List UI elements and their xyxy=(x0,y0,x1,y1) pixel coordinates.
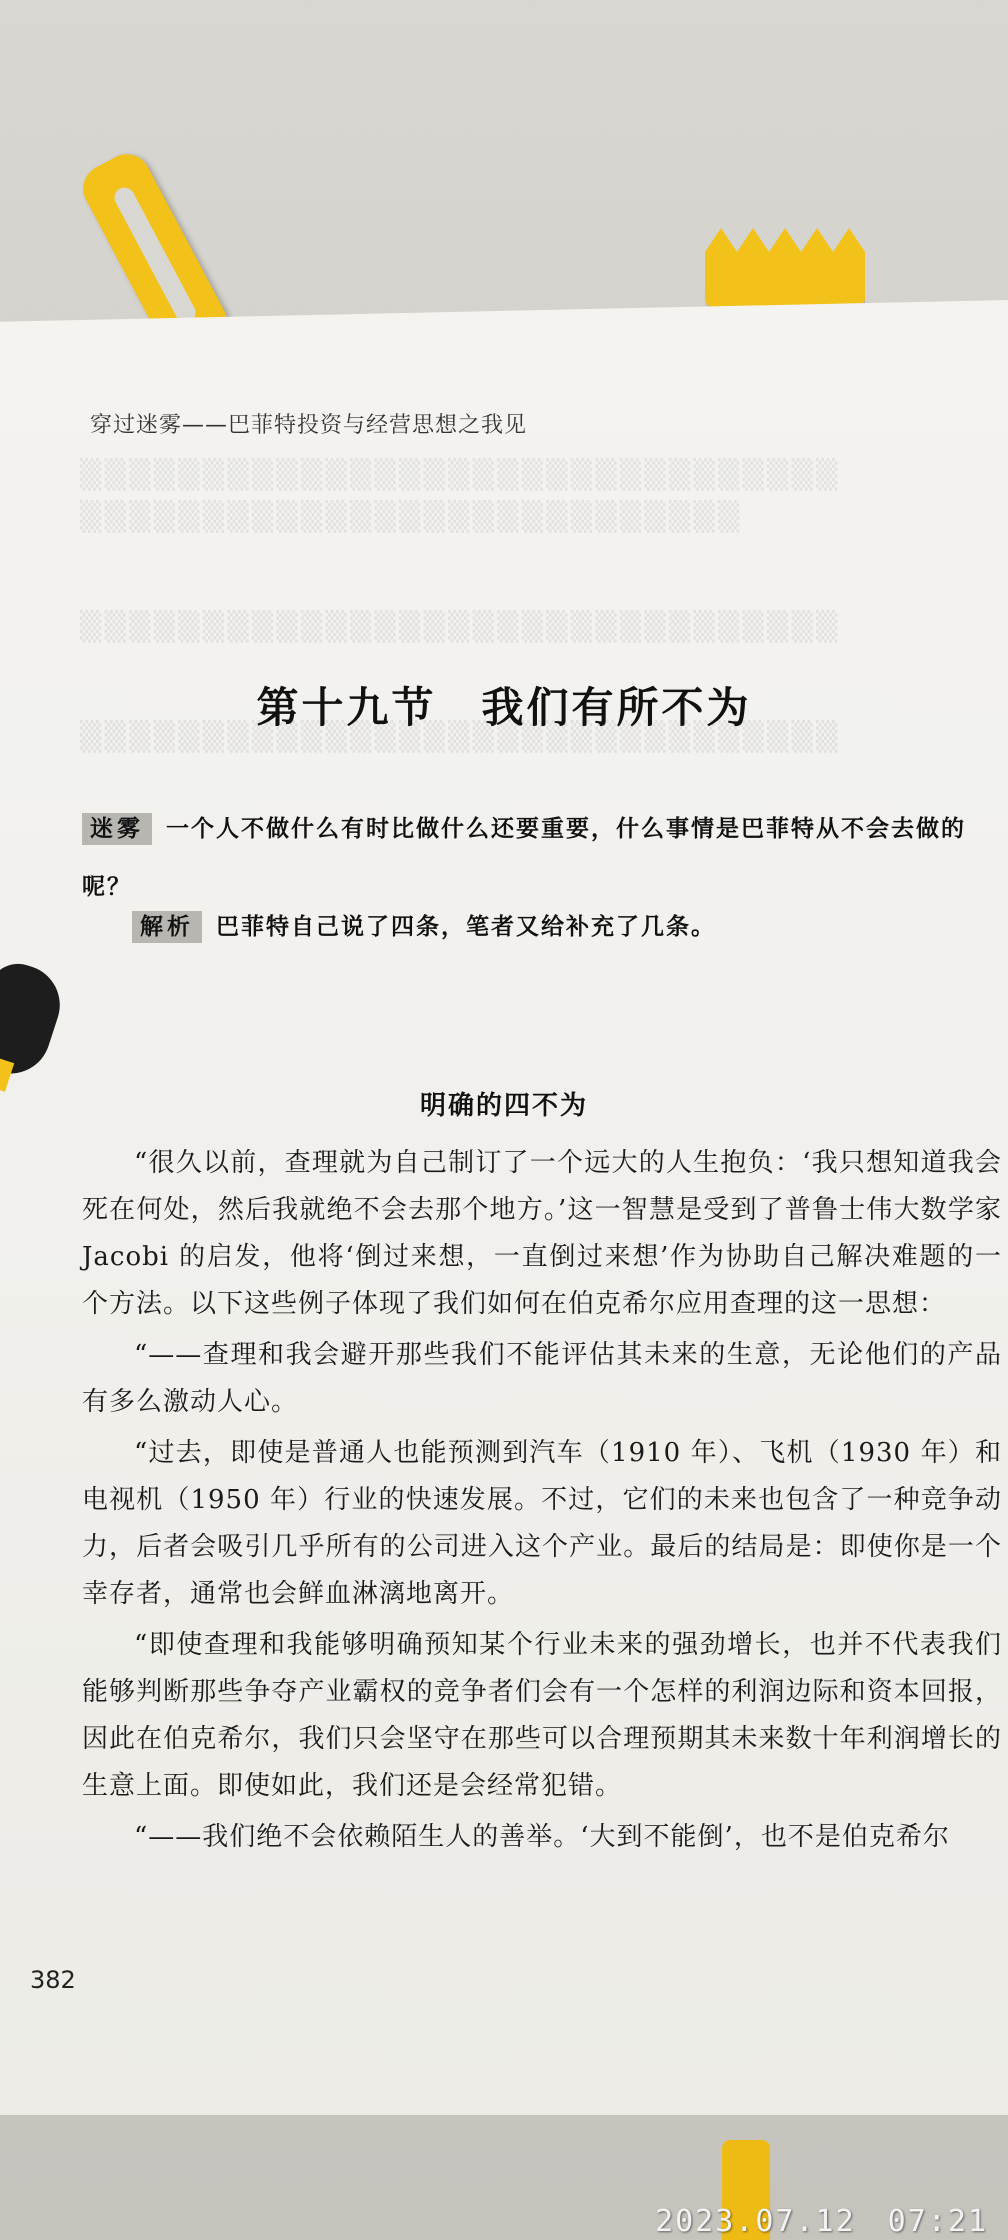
running-head: 穿过迷雾——巴菲特投资与经营思想之我见 xyxy=(90,413,528,438)
paragraph: “很久以前，查理就为自己制订了一个远大的人生抱负：‘我只想知道我会死在何处，然后我就绝不会去那个地方。’这一智慧是受到了普鲁士伟大数学家 Jacobi 的启发，他将‘倒过来想，一直倒过来想’作为协助自己解决难题的一个方法。以下这些例子体现了我们如何在伯克希尔应用查理的这一思想： xyxy=(82,1148,1002,1319)
page-number: 382 xyxy=(30,1966,76,1994)
question-tag: 迷雾 xyxy=(82,813,152,845)
show-through-text: ▒▒▒▒▒▒▒▒▒▒▒▒▒▒▒▒▒▒▒▒▒▒▒▒▒▒▒▒▒▒▒ xyxy=(80,458,841,491)
chapter-title: 第十九节 我们有所不为 xyxy=(256,683,752,732)
show-through-text: ▒▒▒▒▒▒▒▒▒▒▒▒▒▒▒▒▒▒▒▒▒▒▒▒▒▒▒ xyxy=(80,500,743,533)
answer-tag: 解析 xyxy=(132,911,202,943)
answer-block xyxy=(132,898,1008,956)
answer-text: 巴菲特自己说了四条，笔者又给补充了几条。 xyxy=(216,913,716,940)
show-through-text: ▒▒▒▒▒▒▒▒▒▒▒▒▒▒▒▒▒▒▒▒▒▒▒▒▒▒▒▒▒▒▒ xyxy=(80,610,841,643)
paragraph: “——我们绝不会依赖陌生人的善举。‘大到不能倒’，也不是伯克希尔 xyxy=(134,1822,950,1852)
paragraph: “过去，即使是普通人也能预测到汽车（1910 年）、飞机（1930 年）和电视机（1950 年）行业的快速发展。不过，它们的未来也包含了一种竞争动力，后者会吸引几乎所有的公司进入这个产业。最后的结局是：即使你是一个幸存者，通常也会鲜血淋漓地离开。 xyxy=(82,1438,1002,1609)
question-text: 一个人不做什么有时比做什么还要重要，什么事情是巴菲特从不会去做的呢？ xyxy=(82,815,966,900)
paragraph: “——查理和我会避开那些我们不能评估其未来的生意，无论他们的产品有多么激动人心。 xyxy=(82,1340,1002,1417)
book-stand-slot xyxy=(111,184,199,326)
book-stand-right-arm xyxy=(705,228,865,308)
section-title: 明确的四不为 xyxy=(419,1091,588,1121)
photo-timestamp: 2023.07.12 07:21 xyxy=(655,2204,988,2239)
show-through-text: ▒▒▒▒▒▒▒▒▒▒▒▒▒▒▒▒▒▒▒▒▒▒▒▒▒▒▒▒▒▒▒ xyxy=(80,720,841,753)
body-text xyxy=(82,1140,1002,1865)
paragraph: “即使查理和我能够明确预知某个行业未来的强劲增长，也并不代表我们能够判断那些争夺产业霸权的竞争者们会有一个怎样的利润边际和资本回报，因此在伯克希尔，我们只会坚守在那些可以合理预期其未来数十年利润增长的生意上面。即使如此，我们还是会经常犯错。 xyxy=(82,1630,1002,1801)
